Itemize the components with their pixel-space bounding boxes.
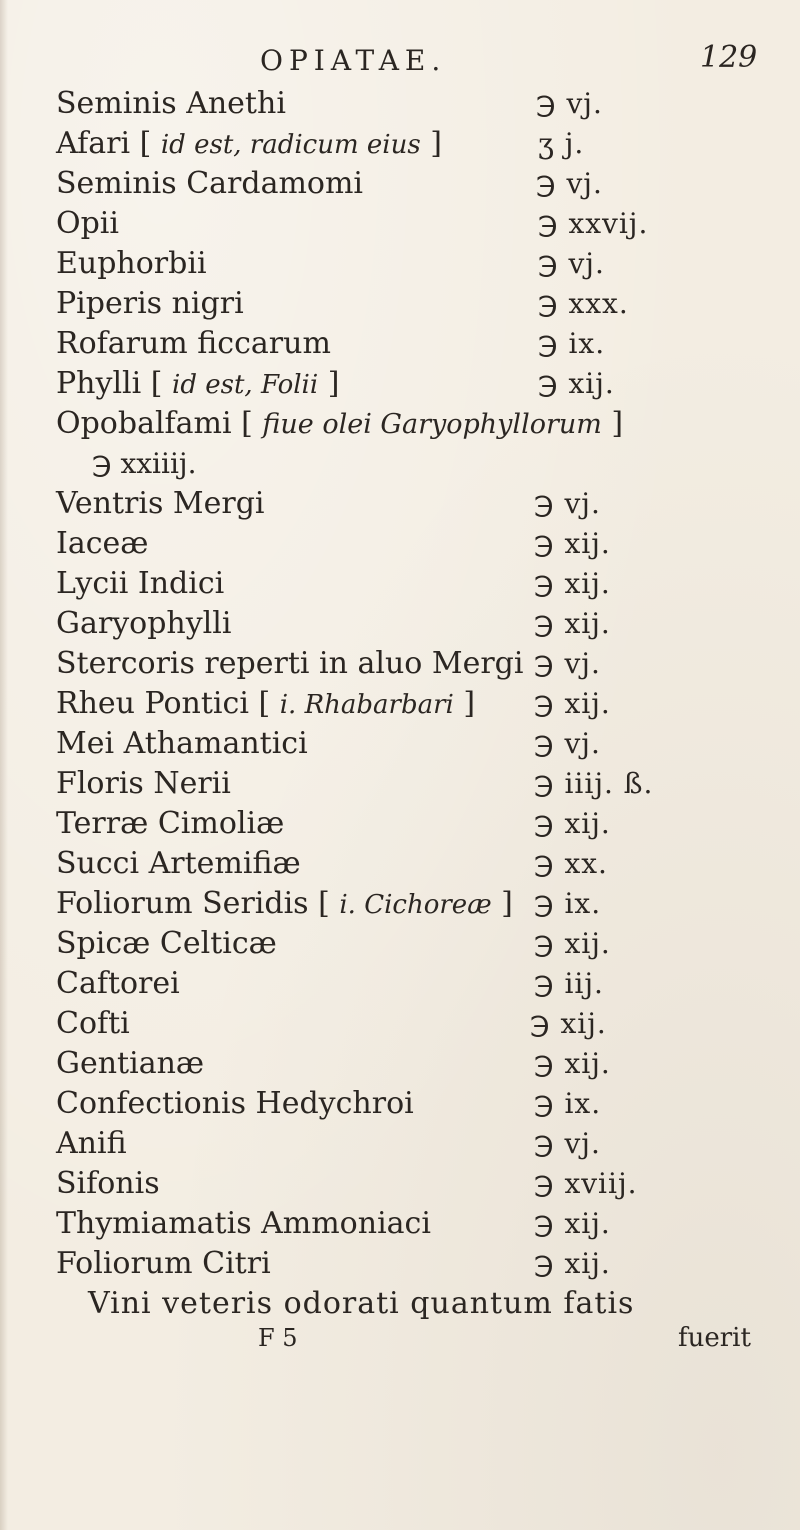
ingredient-quantity: ℈ vj. (534, 727, 601, 760)
ingredient-quantity: ℈ xx. (534, 847, 608, 880)
ingredient-quantity: ℈ xij. (534, 927, 611, 960)
ingredient-name: Mei Athamantici (56, 726, 308, 761)
list-item (56, 844, 776, 884)
list-item (56, 884, 776, 924)
ingredient-name: Seminis Cardamomi (56, 166, 364, 201)
ingredient-name: Terræ Cimoliæ (56, 806, 285, 841)
ingredient-name: Seminis Anethi (56, 86, 286, 121)
ingredient-quantity: ℈ vj. (536, 87, 603, 120)
list-item (56, 164, 776, 204)
list-item (56, 684, 776, 724)
ingredient-name: Rofarum ficcarum (56, 326, 331, 361)
list-item (56, 764, 776, 804)
list-item (56, 604, 776, 644)
ingredient-name: Rheu Pontici [ i. Rhabarbari ] (56, 686, 476, 721)
ingredient-name: Sifonis (56, 1166, 160, 1201)
ingredient-quantity: ℈ xij. (534, 687, 611, 720)
ingredient-name: Opobalfami [ (56, 406, 253, 441)
ingredient-quantity: ℈ xviij. (534, 1167, 638, 1200)
ingredient-quantity: ℈ xij. (534, 1247, 611, 1280)
list-item (56, 1004, 776, 1044)
ingredient-quantity: ℈ xij. (534, 567, 611, 600)
list-item (56, 244, 776, 284)
ingredient-quantity: ℈ iij. (534, 967, 604, 1000)
ingredient-note: id est, Folii (172, 370, 319, 400)
ingredient-quantity: ℈ vj. (534, 647, 601, 680)
list-item (56, 924, 776, 964)
ingredient-name: Confectionis Hedychroi (56, 1086, 414, 1121)
list-item (56, 1124, 776, 1164)
opobalsam-entry: Opobalfami [ fiue olei Garyophyllorum ] (56, 406, 624, 441)
running-head: OPIATAE. (260, 44, 447, 77)
ingredient-name: Phylli [ id est, Folii ] (56, 366, 340, 401)
ingredient-name: Foliorum Citri (56, 1246, 271, 1281)
ingredient-quantity: ℈ xij. (538, 367, 615, 400)
ingredient-note: fiue olei Garyophyllorum (262, 409, 602, 440)
ingredient-note: id est, radicum eius (160, 130, 421, 160)
list-item (56, 364, 776, 404)
signature-mark: F 5 (258, 1324, 298, 1352)
list-item (56, 1084, 776, 1124)
ingredient-note: i. Cichoreæ (339, 890, 492, 920)
ingredient-name: Afari [ id est, radicum eius ] (56, 126, 442, 161)
list-item (56, 524, 776, 564)
ingredient-name: Opii (56, 206, 119, 241)
ingredient-name: Stercoris reperti in aluo Mergi (56, 646, 524, 681)
ingredient-name: Foliorum Seridis [ i. Cichoreæ ] (56, 886, 513, 921)
list-item (56, 204, 776, 244)
ingredient-quantity: ℈ vj. (534, 487, 601, 520)
ingredient-quantity: ℈ ix. (538, 327, 606, 360)
list-item (56, 964, 776, 1004)
ingredient-quantity: ℈ xxvij. (538, 207, 649, 240)
page-number: 129 (700, 40, 758, 75)
ingredient-name: Caftorei (56, 966, 180, 1001)
ingredient-quantity: ℈ vj. (538, 247, 605, 280)
list-item (56, 84, 776, 124)
ingredient-quantity: ʒ j. (538, 127, 585, 160)
ingredient-quantity: ℈ xij. (534, 607, 611, 640)
list-item (56, 324, 776, 364)
page-edge-shadow (0, 0, 8, 1530)
ingredient-quantity: ℈ xij. (534, 527, 611, 560)
list-item (56, 1044, 776, 1084)
list-item (56, 804, 776, 844)
list-item (56, 1164, 776, 1204)
ingredient-name: Cofti (56, 1006, 130, 1041)
list-item (56, 484, 776, 524)
ingredient-quantity: ℈ xij. (534, 1207, 611, 1240)
list-item (56, 724, 776, 764)
list-item (56, 1204, 776, 1244)
ingredient-quantity: ℈ xij. (530, 1007, 607, 1040)
ingredient-quantity: ℈ xij. (534, 1047, 611, 1080)
ingredient-name: Piperis nigri (56, 286, 244, 321)
ingredient-name: Lycii Indici (56, 566, 225, 601)
ingredient-quantity: ℈ ix. (534, 1087, 602, 1120)
ingredient-quantity: ℈ xij. (534, 807, 611, 840)
opobalsam-quantity: ℈ xxiiij. (92, 447, 197, 480)
ingredient-name: Thymiamatis Ammoniaci (56, 1206, 431, 1241)
ingredient-name: Euphorbii (56, 246, 207, 281)
ingredient-quantity: ℈ ix. (534, 887, 602, 920)
ingredient-name: Ventris Mergi (56, 486, 265, 521)
ingredient-name: Gentianæ (56, 1046, 205, 1081)
catchword: fuerit (678, 1323, 751, 1353)
ingredient-name: Succi Artemifiæ (56, 846, 301, 881)
list-item (56, 1244, 776, 1284)
ingredient-quantity: ℈ xxx. (538, 287, 629, 320)
ingredient-name: Anifi (56, 1126, 127, 1161)
list-item (56, 124, 776, 164)
ingredient-name: Garyophylli (56, 606, 232, 641)
ingredient-quantity: ℈ vj. (536, 167, 603, 200)
ingredient-note: i. Rhabarbari (279, 690, 454, 720)
ingredient-name: Iaceæ (56, 526, 149, 561)
list-item (56, 564, 776, 604)
closing-line: Vini veteris odorati quantum fatis (88, 1286, 635, 1321)
ingredient-name: Floris Nerii (56, 766, 231, 801)
ingredient-name: Spicæ Celticæ (56, 926, 277, 961)
list-item (56, 644, 776, 684)
ingredient-quantity: ℈ vj. (534, 1127, 601, 1160)
ingredient-quantity: ℈ iiij. ß. (534, 767, 654, 800)
list-item (56, 284, 776, 324)
